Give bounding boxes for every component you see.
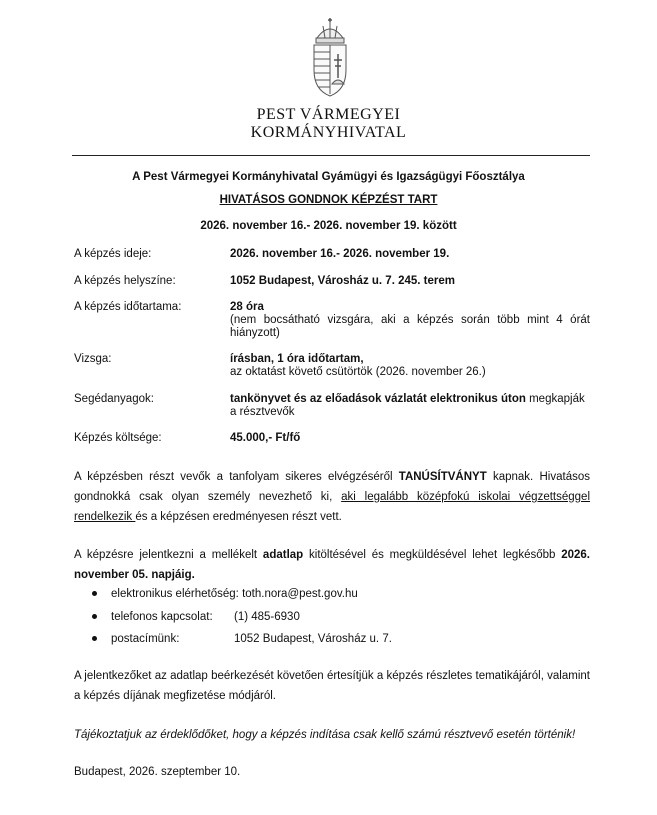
bullet-icon bbox=[92, 636, 97, 641]
contact-email-item bbox=[92, 588, 358, 600]
contact-email-value[interactable]: toth.nora@pest.gov.hu bbox=[242, 588, 358, 600]
duration-hours: 28 óra bbox=[230, 301, 264, 313]
detail-label-exam: Vizsga: bbox=[74, 353, 112, 365]
para2-text-a: A képzésre jelentkezni a mellékelt bbox=[74, 549, 263, 561]
detail-label-duration: A képzés időtartama: bbox=[74, 301, 182, 313]
materials-bold: tankönyvet és az előadások vázlatát elektronikus úton bbox=[230, 393, 526, 405]
detail-label-date: A képzés ideje: bbox=[74, 248, 152, 260]
exam-date-note: az oktatást követő csütörtök (2026. november 26.) bbox=[230, 366, 486, 378]
deadline: 2026. november 05. napjáig. bbox=[74, 549, 590, 581]
para2-text-c: kitöltésével és megküldésével lehet legkésőbb bbox=[303, 549, 562, 561]
exam-format: írásban, 1 óra időtartam, bbox=[230, 353, 364, 365]
bullet-icon bbox=[92, 614, 97, 619]
contact-post-label: postacímünk: bbox=[111, 633, 180, 645]
contact-phone-value: (1) 485-6930 bbox=[234, 611, 300, 623]
minimum-participants-notice: Tájékoztatjuk az érdeklődőket, hogy a képzés indítása csak kellő számú résztvevő esetén történik! bbox=[74, 729, 576, 741]
contact-email-label: elektronikus elérhetőség: bbox=[111, 588, 239, 600]
detail-label-materials: Segédanyagok: bbox=[74, 393, 154, 405]
certificate-word: TANÚSÍTVÁNYT bbox=[398, 471, 487, 483]
detail-value-duration bbox=[230, 301, 590, 340]
para1-text-c: kapnak. Hivatásos gondnokká csak olyan személy nevezhető ki, bbox=[74, 471, 590, 503]
para1-text-a: A képzésben részt vevők a tanfolyam sikeres elvégzéséről bbox=[74, 471, 399, 483]
detail-value-materials bbox=[230, 393, 590, 419]
detail-value-cost: 45.000,- Ft/fő bbox=[230, 432, 301, 444]
detail-value-location: 1052 Budapest, Városház u. 7. 245. terem bbox=[230, 275, 455, 287]
duration-note: (nem bocsátható vizsgára, aki a képzés során több mint 4 órát hiányzott) bbox=[230, 314, 590, 339]
date-place-footer: Budapest, 2026. szeptember 10. bbox=[74, 766, 241, 778]
contact-phone-label: telefonos kapcsolat: bbox=[111, 611, 213, 623]
education-requirement: aki legalább középfokú iskolai végzettséggel rendelkezik bbox=[74, 491, 590, 523]
detail-label-location: A képzés helyszíne: bbox=[74, 275, 176, 287]
contact-phone-item bbox=[92, 611, 300, 623]
notification-paragraph: A jelentkezőket az adatlap beérkezését követően értesítjük a képzés részletes tematikájáról, valamint a képzés díjának megfizetése módjáról. bbox=[74, 670, 590, 702]
document-subtitle: 2026. november 16.- 2026. november 19. között bbox=[200, 220, 457, 232]
detail-value-exam bbox=[230, 353, 590, 379]
form-word: adatlap bbox=[262, 549, 304, 561]
org-name-line1: PEST VÁRMEGYEI bbox=[256, 106, 401, 123]
detail-value-date: 2026. november 16.- 2026. november 19. bbox=[230, 248, 450, 260]
contact-post-value: 1052 Budapest, Városház u. 7. bbox=[234, 633, 392, 645]
coat-of-arms-icon bbox=[305, 18, 355, 98]
org-name-line2: KORMÁNYHIVATAL bbox=[250, 124, 407, 141]
registration-paragraph bbox=[74, 545, 590, 585]
contact-post-item bbox=[92, 633, 392, 645]
certificate-paragraph bbox=[74, 467, 590, 527]
header-divider bbox=[72, 155, 590, 156]
detail-label-cost: Képzés költsége: bbox=[74, 432, 162, 444]
materials-rest: megkapják a résztvevők bbox=[230, 393, 585, 418]
document-title: HIVATÁSOS GONDNOK KÉPZÉST TART bbox=[219, 194, 438, 206]
bullet-icon bbox=[92, 591, 97, 596]
department-line: A Pest Vármegyei Kormányhivatal Gyámügyi és Igazságügyi Főosztálya bbox=[132, 171, 525, 183]
para1-text-e: és a képzésen eredményesen részt vett. bbox=[135, 511, 342, 523]
